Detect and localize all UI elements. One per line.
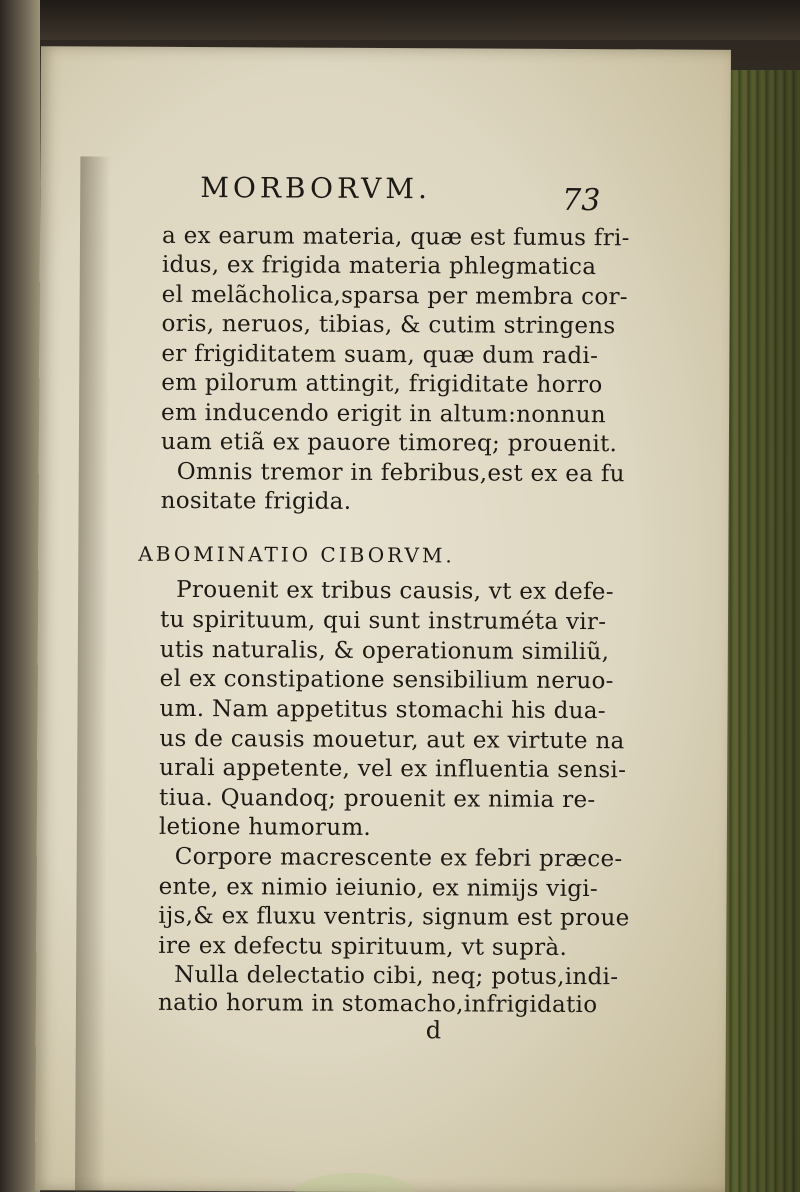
background-top: [0, 0, 800, 40]
running-head: MORBORVM.: [200, 171, 431, 206]
text-line: ijs,& ex fluxu ventris, signum est proue: [158, 902, 630, 932]
text-line: el ex constipatione sensibilium neruo-: [159, 665, 614, 695]
text-line: em inducendo erigit in altum:nonnun: [161, 399, 606, 429]
text-line: uam etiã ex pauore timoreq; prouenit.: [160, 428, 618, 458]
page-stain: [295, 1173, 415, 1192]
text-line: em pilorum attingit, frigiditate horro: [161, 369, 603, 399]
book-page: [35, 46, 731, 1192]
text-line: Omnis tremor in febribus,est ex ea fu: [176, 458, 625, 488]
text-line: el melãcholica,sparsa per membra cor-: [161, 281, 628, 311]
signature-mark: d: [425, 1016, 442, 1045]
section-heading: ABOMINATIO CIBORVM.: [138, 541, 455, 568]
text-line: idus, ex frigida materia phlegmatica: [161, 251, 597, 281]
text-line: tu spirituum, qui sunt instruméta vir-: [159, 606, 607, 636]
text-line: letione humorum.: [158, 813, 372, 841]
page-number: 73: [562, 182, 601, 219]
text-line: um. Nam appetitus stomachi his dua-: [159, 695, 606, 725]
text-line: us de causis mouetur, aut ex virtute na: [159, 725, 625, 755]
text-line: utis naturalis, & operationum similiũ,: [159, 636, 610, 666]
text-line: Prouenit ex tribus causis, vt ex defe-: [176, 576, 614, 606]
text-line: ire ex defectu spirituum, vt suprà.: [158, 932, 568, 961]
text-line: Nulla delectatio cibi, neq; potus,indi-: [174, 961, 619, 991]
left-page-edge: [0, 0, 40, 1192]
text-line: oris, neruos, tibias, & cutim stringens: [161, 310, 616, 340]
text-line: er frigiditatem suam, quæ dum radi-: [161, 340, 599, 370]
text-line: nositate frigida.: [160, 487, 352, 515]
text-line: tiua. Quandoq; prouenit ex nimia re-: [158, 784, 596, 814]
page-gutter: [75, 156, 111, 1192]
text-line: urali appetente, vel ex influentia sensi-: [159, 754, 627, 784]
text-line: a ex earum materia, quæ est fumus fri-: [161, 222, 630, 252]
text-line: natio horum in stomacho,infrigidatio: [157, 989, 598, 1019]
text-line: Corpore macrescente ex febri præce-: [174, 843, 623, 873]
text-line: ente, ex nimio ieiunio, ex nimijs vigi-: [158, 873, 599, 903]
page-header: [200, 171, 620, 223]
